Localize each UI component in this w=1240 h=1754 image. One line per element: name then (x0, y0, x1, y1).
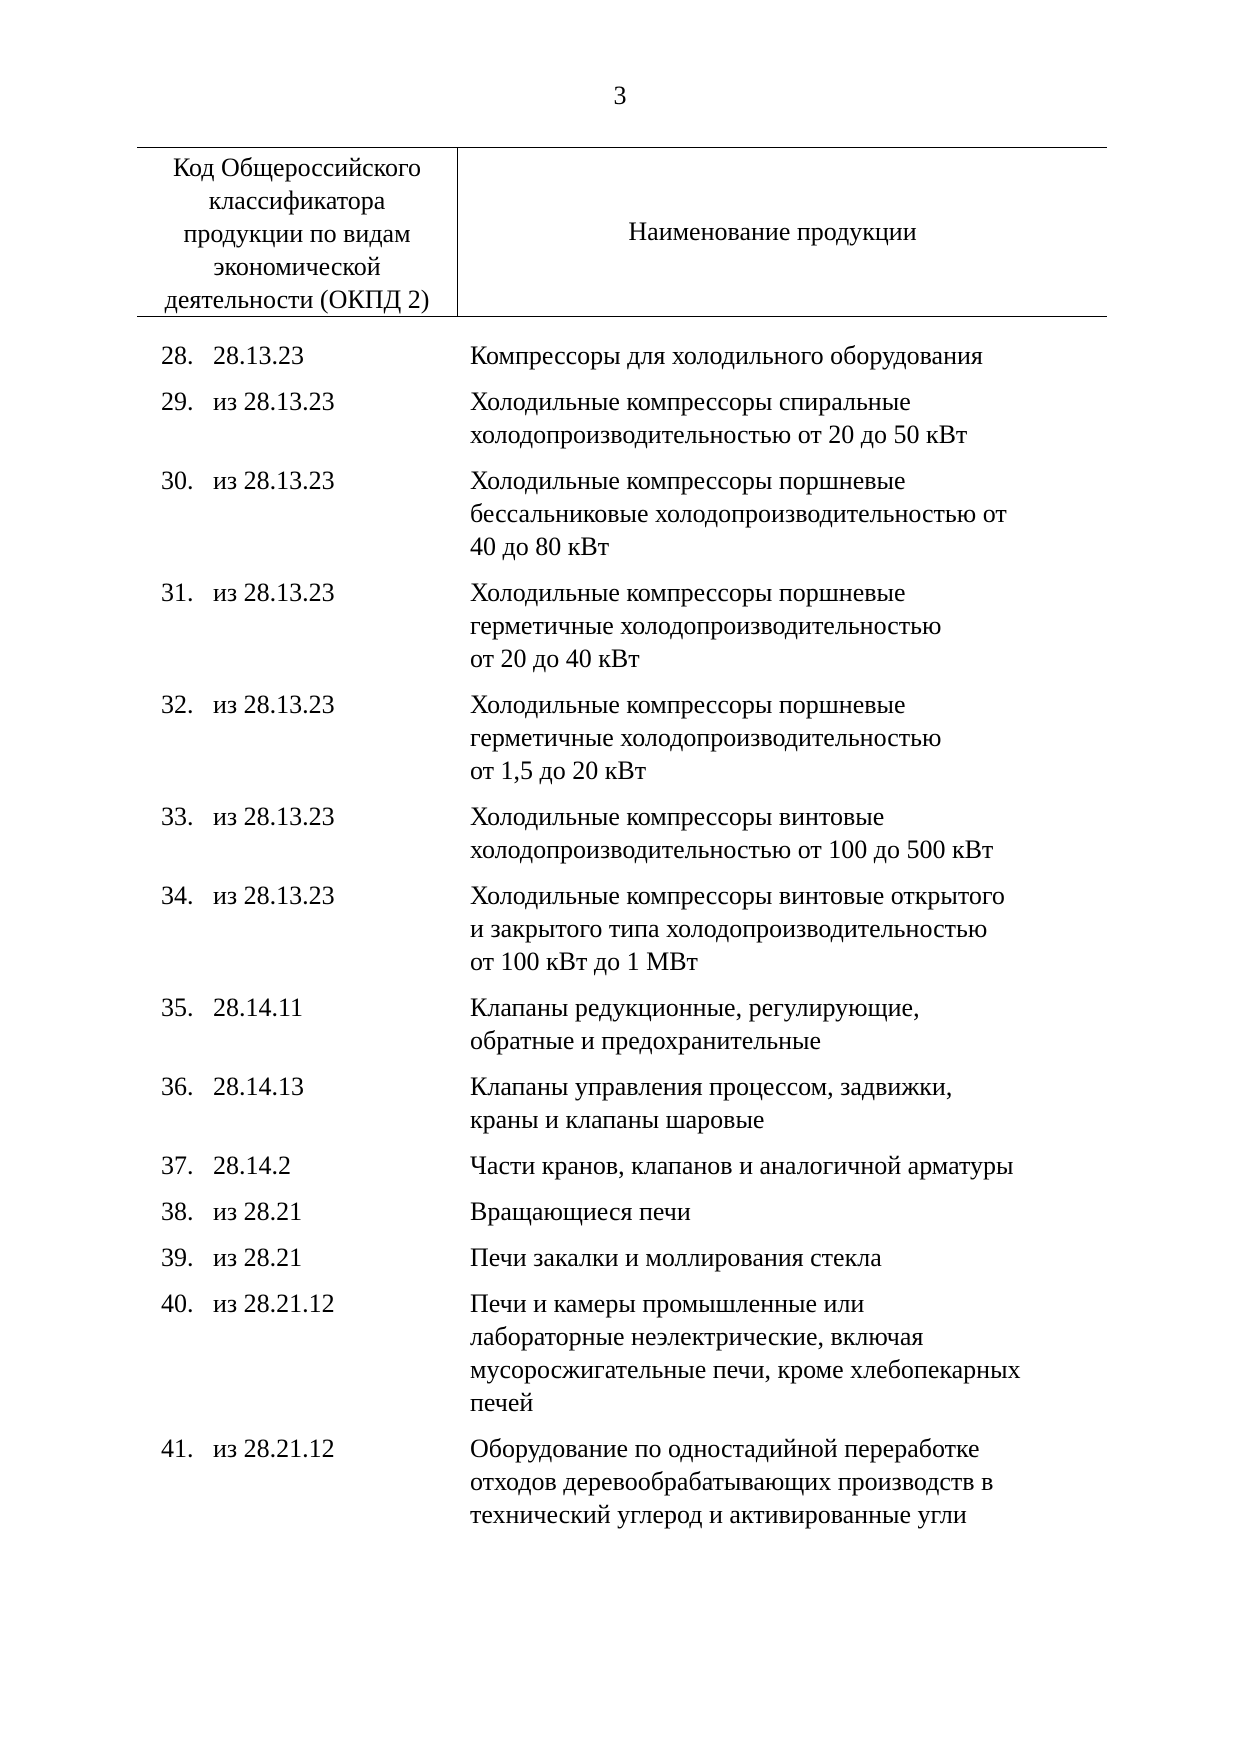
product-name-line: Части кранов, клапанов и аналогичной арматуры (470, 1151, 1014, 1180)
product-name (457, 1432, 1107, 1531)
row-number: 29. (161, 387, 194, 416)
product-name-line: холодопроизводительностью от 100 до 500 кВт (470, 835, 994, 864)
product-name (457, 464, 1107, 563)
table-row (137, 1287, 1107, 1419)
table-row (137, 1195, 1107, 1228)
product-name (457, 1195, 1107, 1228)
product-name (457, 1149, 1107, 1182)
okpd-code: 28.13.23 (213, 341, 304, 370)
table-header (137, 147, 1107, 317)
product-name-line: Холодильные компрессоры винтовые (470, 802, 885, 831)
row-number: 28. (161, 341, 194, 370)
product-table (137, 147, 1107, 1544)
product-name (457, 879, 1107, 978)
product-name-line: Холодильные компрессоры спиральные (470, 387, 911, 416)
row-number: 32. (161, 690, 194, 719)
product-name-line: Клапаны управления процессом, задвижки, (470, 1072, 953, 1101)
table-row (137, 576, 1107, 675)
row-number: 36. (161, 1072, 194, 1101)
row-number: 31. (161, 578, 194, 607)
product-name (457, 800, 1107, 866)
okpd-code: из 28.21 (213, 1197, 303, 1226)
product-name-line: Компрессоры для холодильного оборудования (470, 341, 983, 370)
product-name-line: Холодильные компрессоры поршневые (470, 578, 906, 607)
table-body (137, 317, 1107, 1531)
product-name (457, 1287, 1107, 1419)
product-name-line: бессальниковые холодопроизводительностью от (470, 499, 1007, 528)
header-code-line: деятельности (ОКПД 2) (164, 285, 430, 314)
row-number: 34. (161, 881, 194, 910)
row-number: 40. (161, 1289, 194, 1318)
table-row (137, 464, 1107, 563)
table-row (137, 385, 1107, 451)
product-name-line: герметичные холодопроизводительностью (470, 611, 942, 640)
product-name-line: от 20 до 40 кВт (470, 644, 640, 673)
product-name (457, 991, 1107, 1057)
product-name-line: Холодильные компрессоры поршневые (470, 690, 906, 719)
product-name (457, 1241, 1107, 1274)
product-name-line: технический углерод и активированные угли (470, 1500, 967, 1529)
row-number: 39. (161, 1243, 194, 1272)
product-name-line: Печи закалки и моллирования стекла (470, 1243, 882, 1272)
okpd-code: из 28.21 (213, 1243, 303, 1272)
okpd-code: из 28.13.23 (213, 466, 335, 495)
product-name-line: от 1,5 до 20 кВт (470, 756, 647, 785)
okpd-code: 28.14.13 (213, 1072, 304, 1101)
product-name-line: холодопроизводительностью от 20 до 50 кВт (470, 420, 968, 449)
row-number: 30. (161, 466, 194, 495)
okpd-code: 28.14.2 (213, 1151, 291, 1180)
row-number: 37. (161, 1151, 194, 1180)
table-row (137, 688, 1107, 787)
product-name-line: Холодильные компрессоры поршневые (470, 466, 906, 495)
product-name (457, 688, 1107, 787)
product-name-line: печей (470, 1388, 534, 1417)
table-row (137, 1432, 1107, 1531)
header-code-line: продукции по видам (183, 219, 411, 248)
table-row (137, 991, 1107, 1057)
header-code-line: экономической (213, 252, 381, 281)
table-row (137, 879, 1107, 978)
header-name-column: Наименование продукции (628, 217, 917, 246)
row-number: 38. (161, 1197, 194, 1226)
table-row (137, 1241, 1107, 1274)
product-name-line: Печи и камеры промышленные или (470, 1289, 865, 1318)
okpd-code: из 28.13.23 (213, 881, 335, 910)
product-name-line: Клапаны редукционные, регулирующие, (470, 993, 920, 1022)
table-row (137, 1149, 1107, 1182)
header-code-line: Код Общероссийского (172, 153, 421, 182)
header-code-column (137, 148, 458, 316)
okpd-code: из 28.13.23 (213, 578, 335, 607)
okpd-code: из 28.21.12 (213, 1434, 335, 1463)
product-name-line: от 100 кВт до 1 МВт (470, 947, 698, 976)
product-name-line: Холодильные компрессоры винтовые открытого (470, 881, 1005, 910)
table-row (137, 1070, 1107, 1136)
product-name-line: лабораторные неэлектрические, включая (470, 1322, 924, 1351)
product-name-line: мусоросжигательные печи, кроме хлебопекарных (470, 1355, 1021, 1384)
product-name (457, 1070, 1107, 1136)
product-name-line: герметичные холодопроизводительностью (470, 723, 942, 752)
row-number: 35. (161, 993, 194, 1022)
product-name-line: Вращающиеся печи (470, 1197, 691, 1226)
product-name (457, 385, 1107, 451)
product-name-line: отходов деревообрабатывающих производств в (470, 1467, 994, 1496)
okpd-code: из 28.13.23 (213, 690, 335, 719)
okpd-code: из 28.13.23 (213, 802, 335, 831)
okpd-code: из 28.13.23 (213, 387, 335, 416)
product-name-line: и закрытого типа холодопроизводительностью (470, 914, 988, 943)
table-row (137, 339, 1107, 372)
product-name (457, 339, 1107, 372)
row-number: 33. (161, 802, 194, 831)
okpd-code: из 28.21.12 (213, 1289, 335, 1318)
product-name (457, 576, 1107, 675)
product-name-line: обратные и предохранительные (470, 1026, 822, 1055)
header-code-line: классификатора (208, 186, 386, 215)
okpd-code: 28.14.11 (213, 993, 304, 1022)
product-name-line: краны и клапаны шаровые (470, 1105, 765, 1134)
product-name-line: 40 до 80 кВт (470, 532, 610, 561)
row-number: 41. (161, 1434, 194, 1463)
page-number: 3 (613, 81, 627, 110)
product-name-line: Оборудование по одностадийной переработке (470, 1434, 980, 1463)
table-row (137, 800, 1107, 866)
